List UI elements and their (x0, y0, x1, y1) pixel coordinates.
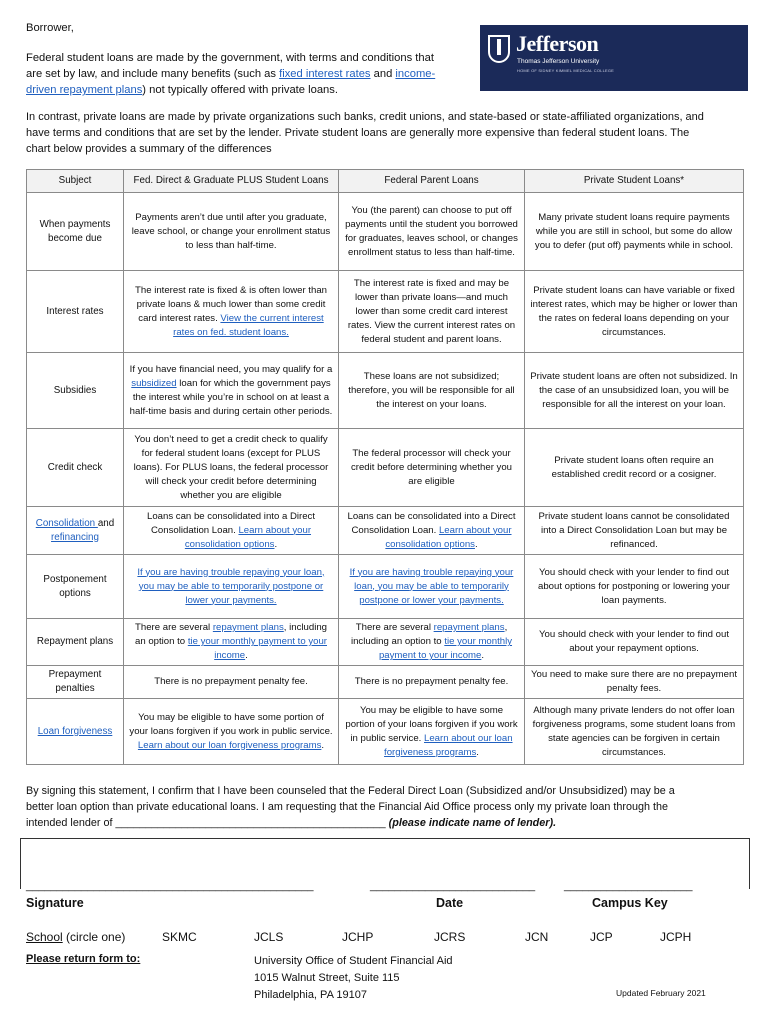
school-option-jcp[interactable]: JCP (590, 930, 613, 944)
table-row: Credit check You don’t need to get a credit check to qualify for federal student loans (except for PLUS loans). For PLUS loans, the federal processor will check your credit before determining whether you are eligible The federal processor will check your credit before determining whether you are eligible Private student loans often require an established credit record or a cosigner. (27, 429, 744, 507)
header-subject: Subject (27, 170, 124, 193)
signature-label: Signature (26, 896, 84, 910)
school-option-jcrs[interactable]: JCRS (434, 930, 466, 944)
refinancing-link[interactable]: refinancing (51, 531, 99, 543)
consolidation-options-link[interactable]: Learn about your consolidation options (184, 524, 312, 550)
table-row: Prepayment penalties There is no prepayment penalty fee. There is no prepayment penalty fee. You need to make sure there are no prepayment penalty fees. (27, 666, 744, 699)
consolidation-options-link[interactable]: Learn about your consolidation options (385, 524, 512, 550)
table-row: Interest rates The interest rate is fixed & is often lower than private loans & much lower than some credit card interest rates. View the current interest rates on fed. student loans. The interest rate is fixed and may be lower than private loans—and much lower than some credit card interest rates. View the current interest rates on federal student and parent loans. Private student loans can have variable or fixed interest rates, which may be higher or lower than the rates on federal loans depending on your circumstances. (27, 271, 744, 353)
table-row: Loan forgiveness You may be eligible to have some portion of your loans forgiven if you work in public service. Learn about our loan forgiveness programs. You may be eligible to have some portion of your loans forgiven if you work in public service. Learn about our loan forgiveness programs. Although many private lenders do not offer loan forgiveness programs, some student loans from state agencies can be forgiven in certain circumstances. (27, 699, 744, 765)
campus-key-label: Campus Key (592, 896, 668, 910)
income-payment-link[interactable]: tie your monthly payment to your income (378, 636, 513, 661)
header-fed-direct: Fed. Direct & Graduate PLUS Student Loans (124, 170, 339, 193)
repayment-plans-link[interactable]: repayment plans (433, 622, 505, 633)
table-row: Subsidies If you have financial need, you may qualify for a subsidized loan for which the government pays the interest while you’re in school on at least a half-time basis and during certain other periods. These loans are not subsidized; therefore, you will be responsible for all the interest on your loans. Private student loans are often not subsidized. In the case of an unsubsidized loan, you will be responsible for all the interest on your loan. (27, 353, 744, 429)
school-option-jcls[interactable]: JCLS (254, 930, 284, 944)
table-row: Repayment plans There are several repayment plans, including an option to tie your monthly payment to your income. There are several repayment plans, including an option to tie your monthly payment to your income. You should check with your lender to find out about your repayment options. (27, 619, 744, 666)
date-line[interactable]: ___________________________ (370, 880, 536, 892)
loan-comparison-table (26, 169, 744, 765)
repayment-plans-link[interactable]: repayment plans (212, 622, 284, 633)
return-address: University Office of Student Financial Aid 1015 Walnut Street, Suite 115 Philadelphia, PA 19107 (254, 955, 453, 1001)
school-option-jcn[interactable]: JCN (525, 930, 549, 944)
income-payment-link[interactable]: tie your monthly payment to your income (187, 636, 327, 661)
campus-key-line[interactable]: _____________________ (564, 880, 693, 892)
jefferson-logo: Jefferson Thomas Jefferson University HOME OF SIDNEY KIMMEL MEDICAL COLLEGE (480, 25, 748, 91)
greeting: Borrower, (26, 22, 74, 34)
income-driven-link-part1[interactable]: income- (395, 68, 436, 80)
school-option-jchp[interactable]: JCHP (342, 930, 374, 944)
forgiveness-programs-link[interactable]: Learn about our loan forgiveness programs (384, 732, 513, 758)
consolidation-link[interactable]: Consolidation (35, 517, 98, 529)
income-driven-link-part2[interactable]: driven repayment plans (26, 84, 143, 96)
table-row: Postponement options If you are having trouble repaying your loan, you may be able to temporarily postpone or lower your payments. If you are having trouble repaying your loan, you may be able to temporarily postpone or lower your payments. You should check with your lender to find out about options for postponing or lowering your loan payments. (27, 555, 744, 619)
postpone-payments-link[interactable]: If you are having trouble repaying your loan, you may be able to temporarily postpone or lower your payments. (137, 566, 325, 606)
updated-date: Updated February 2021 (616, 988, 706, 998)
intro-paragraph-2: In contrast, private loans are made by private organizations such banks, credit unions, and state-based or state-affiliated organizations, and have terms and conditions that are set by the lender. Private student loans are generally more expensive than federal student loans. The chart below provides a summary of the differences (26, 111, 704, 155)
table-row: When payments become due Payments aren’t due until after you graduate, leave school, or change your enrollment status to less than half-time. You (the parent) can choose to put off payments until the student you borrowed for graduates, leaves school, or changes enrollment status to less than half-time. Many private student loans require payments while you are still in school, but some do allow you to defer (put off) payments while in school. (27, 193, 744, 271)
school-option-jcph[interactable]: JCPH (660, 930, 692, 944)
header-parent: Federal Parent Loans (339, 170, 525, 193)
lender-blank[interactable]: _____________________________________________ (115, 817, 386, 829)
header-private: Private Student Loans* (525, 170, 744, 193)
table-header-row (27, 170, 744, 193)
date-label: Date (436, 896, 464, 910)
intro-paragraph-1: Federal student loans are made by the government, with terms and conditions that are set by law, and include many benefits (such as fixed interest rates and income- driven repayment plans) not typically offered with private loans. (26, 52, 436, 96)
signature-line[interactable]: _______________________________________________ (26, 880, 314, 892)
school-label: School (circle one) (26, 930, 126, 944)
shield-icon (488, 35, 510, 63)
fixed-interest-rates-link[interactable]: fixed interest rates (279, 68, 371, 80)
current-rates-link[interactable]: View the current interest rates on fed. student loans. (173, 312, 324, 338)
postpone-payments-link[interactable]: If you are having trouble repaying your loan, you may be able to temporarily postpone or lower your payments. (349, 566, 514, 606)
statement-text: By signing this statement, I confirm that I have been counseled that the Federal Direct Loan (Subsidized and/or Unsubsidized) may be a better loan option than private educational loans. I am requesting that the Financial Aid Office process only my private loan through the intended lender of _____________________________________________ (please indicate name of lender). (26, 785, 675, 829)
loan-forgiveness-link[interactable]: Loan forgiveness (37, 725, 113, 737)
forgiveness-programs-link[interactable]: Learn about our loan forgiveness programs (137, 739, 322, 751)
table-row: Consolidation and refinancing Loans can be consolidated into a Direct Consolidation Loan. Learn about your consolidation options. Loans can be consolidated into a Direct Consolidation Loan. Learn about your consolidation options. Private student loans cannot be consolidated into a Direct Consolidation Loan but may be refinanced. (27, 507, 744, 555)
subsidized-link[interactable]: subsidized (131, 377, 177, 389)
return-label: Please return form to: (26, 953, 141, 965)
school-option-skmc[interactable]: SKMC (162, 930, 197, 944)
